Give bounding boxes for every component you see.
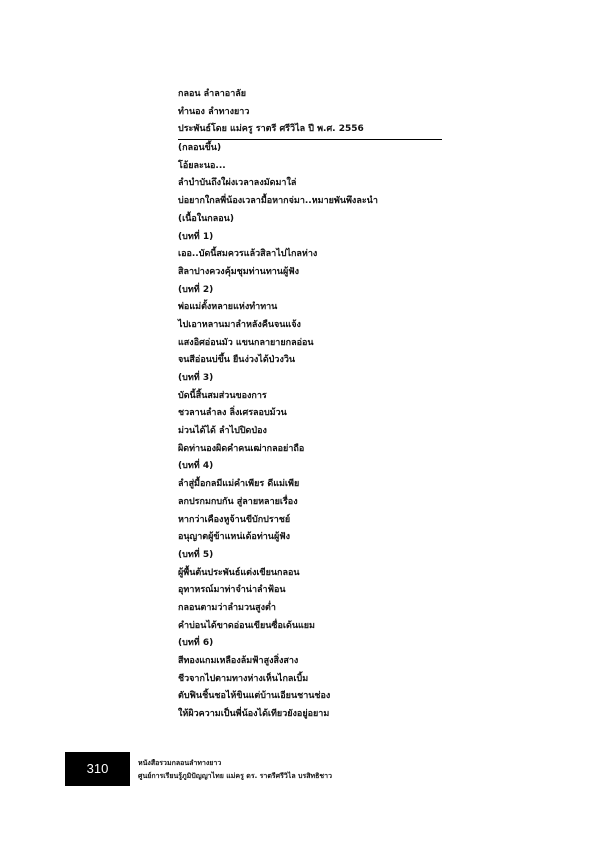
poem-body: [178, 86, 438, 724]
poem-line: ผิดท่านองผิดคำคนเฒ่ากลอย่าถือ: [178, 443, 305, 454]
poem-line: แสงอิศอ่อนมัว แขนกลายายกลอ่อน: [178, 337, 314, 348]
poem-line: ลกปรกมกบกัน สู่ลายหลายเรื่อง: [178, 496, 298, 507]
poem-line: (บทที่ 3): [178, 373, 214, 383]
poem-line: ให้ผิวความเป็นพี่น้องได้เทียวยังอยู่อยาม: [178, 709, 330, 720]
poem-line: (เนื้อในกลอน): [178, 213, 234, 224]
author-credit: ศูนย์การเรียนรู้ภูมิปัญญาไทย แม่ครู ดร. ราตรีศรีวิไล บรสิทธิชาว: [138, 772, 333, 780]
poem-line: ลำสู่มื้อกลมีแม่คำเพียร ดีแม่เพีย: [178, 479, 300, 490]
poem-line: ชวลานลำลง ลิ่งเศรลอบม้วน: [178, 408, 287, 419]
poem-line: สีทองแกมเหลืองล้มฟ้าสูงสิ่งสาง: [178, 656, 299, 666]
poem-line: โอ้ยละนอ...: [178, 160, 226, 171]
poem-title: กลอน ลำลาอาลัย: [178, 89, 247, 99]
poem-line: พ่อแม่ตั้งหลายแห่งทำทาน: [178, 302, 278, 313]
poem-line: (บทที่ 4): [178, 461, 214, 472]
poem-line: ลำบำบันถึงใผ่งเวลาลงมัดมาใล่: [178, 178, 297, 189]
poem-line: ชีวจากไปตามทางห่างเห็นไกลเบิ้ม: [178, 673, 309, 684]
poem-line: ตับฟินชิ้นชอไห้ขินแต่บ้านเอียนชานช่อง: [178, 691, 331, 702]
poem-line: คำบ่อนได้ขาดอ่อนเขียนซื่อเด้นแยม: [178, 620, 315, 631]
poem-line: (กลอนขึ้น): [178, 143, 222, 154]
poem-line: (บทที่ 6): [178, 638, 214, 649]
poem-line: ผู้พื้นต้นประพันธ์แต่งเขียนกลอน: [178, 567, 300, 578]
poem-line: เออ..บัดนี้สมควรแล้วสิลาไปไกลห่าง: [178, 249, 318, 260]
poem-credit: ประพันธ์โดย แม่ครู ราตรี ศรีวิไล ปี พ.ศ. 2556: [178, 121, 442, 140]
poem-line: หากว่าเคืองหูจ้านขีบักปราชย์: [178, 514, 291, 525]
poem-melody: ทำนอง ลำทางยาว: [178, 106, 250, 117]
poem-line: บ่อยากใกลพี่น้องเวลามื้อหากจ่มา..หมายพันพึงละนำ: [178, 196, 378, 207]
poem-line: จนสีอ่อนบ่ขึ้น ยืนง่วงได้ป่วงวิน: [178, 355, 296, 366]
poem-line: ไปเอาหลานมาลำหลังคืนจนแจ้ง: [178, 319, 301, 330]
poem-line: (บทที่ 5): [178, 549, 214, 560]
poem-line: บัดนี้สิ้นสมส่วนของการ: [178, 390, 267, 401]
poem-line: กลอนตามว่าลำมวนสูงต่ำ: [178, 602, 276, 613]
page-number: 310: [65, 752, 130, 786]
book-title: หนังสือรวมกลอนลำทางยาว: [138, 759, 222, 767]
poem-line: (บทที่ 1): [178, 231, 214, 242]
poem-line: (บทที่ 2): [178, 284, 214, 295]
poem-line: สิลาปางควงคุ้มชุมท่านทานผู้ฟัง: [178, 266, 300, 277]
poem-line: ม่วนได้ได้ ลำไปปิดป่อง: [178, 426, 267, 437]
poem-line: อนุญาตผู้ข้าแหน่เด้อท่านผู้ฟัง: [178, 532, 290, 543]
poem-lines: [178, 140, 438, 724]
poem-line: อุทาหรณ์มาท่าจำน่าลำฟ้อน: [178, 585, 286, 596]
footer-text: [138, 757, 332, 783]
